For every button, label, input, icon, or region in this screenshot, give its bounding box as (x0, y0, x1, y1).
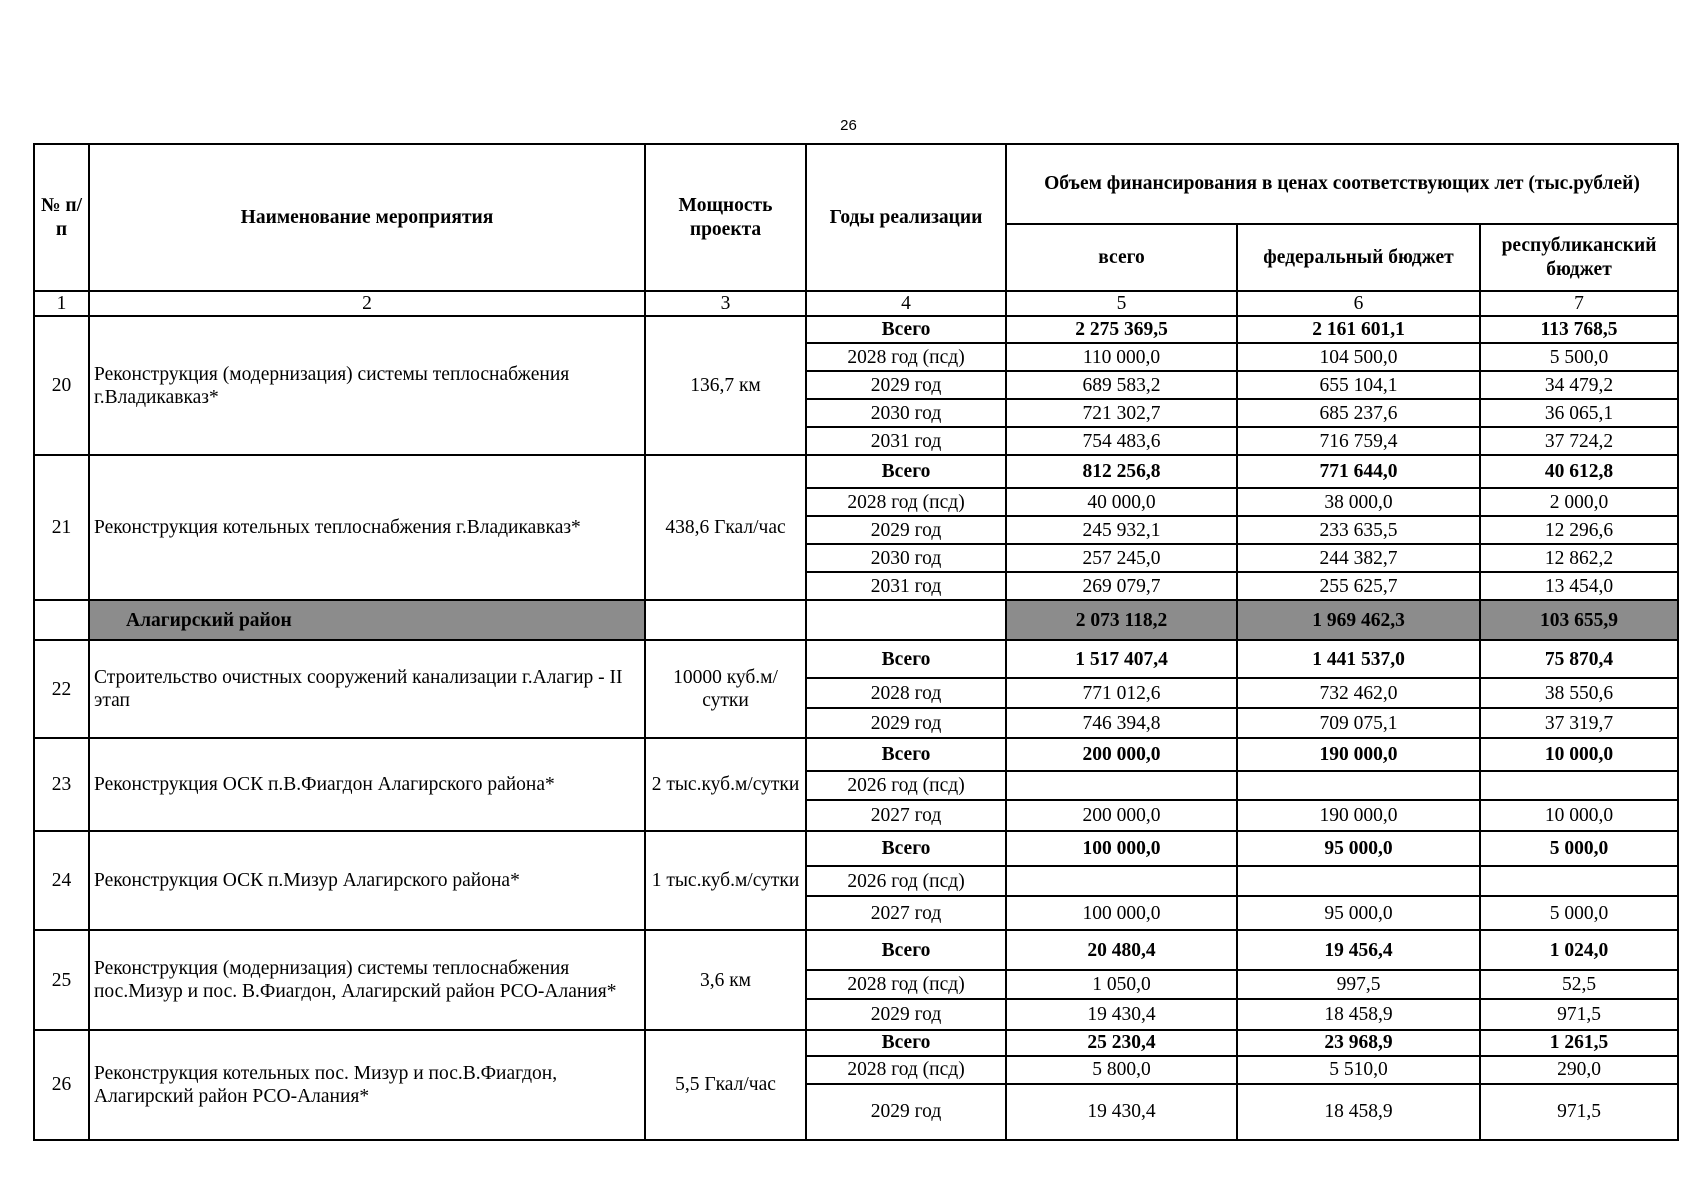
project-capacity: 438,6 Гкал/час (645, 455, 806, 600)
project-capacity: 3,6 км (645, 930, 806, 1030)
region-row (34, 600, 1678, 640)
federal-cell: 2 161 601,1 (1237, 316, 1480, 343)
column-index: 1 (34, 291, 89, 316)
republic-cell: 40 612,8 (1480, 455, 1678, 488)
year-cell: Всего (806, 455, 1006, 488)
republic-cell: 5 500,0 (1480, 343, 1678, 371)
republic-cell: 38 550,6 (1480, 678, 1678, 708)
republic-cell: 1 261,5 (1480, 1030, 1678, 1055)
column-index: 6 (1237, 291, 1480, 316)
projects-block-b (34, 640, 1678, 1139)
federal-cell: 190 000,0 (1237, 800, 1480, 831)
federal-cell: 5 510,0 (1237, 1056, 1480, 1084)
project-total-row (34, 831, 1678, 866)
header-years: Годы реализации (806, 144, 1006, 291)
republic-cell: 971,5 (1480, 1084, 1678, 1140)
federal-cell: 255 625,7 (1237, 572, 1480, 600)
year-cell: 2027 год (806, 800, 1006, 831)
republic-cell: 75 870,4 (1480, 640, 1678, 678)
project-name: Реконструкция ОСК п.В.Фиагдон Алагирского района* (89, 738, 645, 831)
page-number: 26 (840, 117, 857, 134)
federal-cell: 771 644,0 (1237, 455, 1480, 488)
federal-cell (1237, 771, 1480, 800)
column-index: 2 (89, 291, 645, 316)
federal-cell: 655 104,1 (1237, 371, 1480, 399)
year-cell: Всего (806, 831, 1006, 866)
republic-cell: 2 000,0 (1480, 488, 1678, 516)
project-total-row (34, 1030, 1678, 1055)
project-total-row (34, 738, 1678, 771)
total-cell: 245 932,1 (1006, 516, 1237, 544)
republic-cell: 37 724,2 (1480, 427, 1678, 455)
header-num: № п/п (34, 144, 89, 291)
project-name: Строительство очистных сооружений канализации г.Алагир - II этап (89, 640, 645, 738)
project-number: 22 (34, 640, 89, 738)
column-index: 4 (806, 291, 1006, 316)
year-cell: 2028 год (806, 678, 1006, 708)
year-cell: 2029 год (806, 708, 1006, 738)
federal-cell: 95 000,0 (1237, 896, 1480, 930)
project-number: 26 (34, 1030, 89, 1139)
project-capacity: 10000 куб.м/сутки (645, 640, 806, 738)
total-cell: 100 000,0 (1006, 896, 1237, 930)
financing-table (33, 143, 1679, 1141)
federal-cell: 104 500,0 (1237, 343, 1480, 371)
total-cell (1006, 771, 1237, 800)
project-total-row (34, 455, 1678, 488)
project-capacity: 2 тыс.куб.м/сутки (645, 738, 806, 831)
total-cell: 754 483,6 (1006, 427, 1237, 455)
federal-cell: 1 441 537,0 (1237, 640, 1480, 678)
total-cell: 200 000,0 (1006, 738, 1237, 771)
republic-cell: 52,5 (1480, 970, 1678, 999)
year-cell: 2028 год (псд) (806, 343, 1006, 371)
year-cell: 2029 год (806, 999, 1006, 1030)
column-index: 5 (1006, 291, 1237, 316)
total-cell: 2 275 369,5 (1006, 316, 1237, 343)
project-name: Реконструкция (модернизация) системы теплоснабжения г.Владикавказ* (89, 316, 645, 455)
year-cell: 2027 год (806, 896, 1006, 930)
table-header (34, 144, 1678, 316)
region-num (34, 600, 89, 640)
region-capacity (645, 600, 806, 640)
federal-cell: 233 635,5 (1237, 516, 1480, 544)
total-cell: 25 230,4 (1006, 1030, 1237, 1055)
project-capacity: 5,5 Гкал/час (645, 1030, 806, 1139)
projects-block-a (34, 316, 1678, 600)
year-cell: 2031 год (806, 427, 1006, 455)
total-cell: 110 000,0 (1006, 343, 1237, 371)
column-index: 3 (645, 291, 806, 316)
total-cell: 746 394,8 (1006, 708, 1237, 738)
federal-cell: 190 000,0 (1237, 738, 1480, 771)
federal-cell: 38 000,0 (1237, 488, 1480, 516)
republic-cell: 113 768,5 (1480, 316, 1678, 343)
year-cell: 2029 год (806, 516, 1006, 544)
header-capacity: Мощность проекта (645, 144, 806, 291)
total-cell: 5 800,0 (1006, 1056, 1237, 1084)
republic-cell: 10 000,0 (1480, 800, 1678, 831)
project-name: Реконструкция котельных теплоснабжения г.Владикавказ* (89, 455, 645, 600)
republic-cell (1480, 866, 1678, 896)
project-number: 20 (34, 316, 89, 455)
total-cell: 812 256,8 (1006, 455, 1237, 488)
federal-cell: 18 458,9 (1237, 999, 1480, 1030)
total-cell: 721 302,7 (1006, 399, 1237, 427)
federal-cell: 19 456,4 (1237, 930, 1480, 970)
project-total-row (34, 316, 1678, 343)
region-years (806, 600, 1006, 640)
federal-cell: 709 075,1 (1237, 708, 1480, 738)
republic-cell: 13 454,0 (1480, 572, 1678, 600)
year-cell: Всего (806, 930, 1006, 970)
year-cell: 2028 год (псд) (806, 488, 1006, 516)
year-cell: 2029 год (806, 1084, 1006, 1140)
project-name: Реконструкция (модернизация) системы теплоснабжения пос.Мизур и пос. В.Фиагдон, Алагирский район РСО-Алания* (89, 930, 645, 1030)
federal-cell: 716 759,4 (1237, 427, 1480, 455)
column-index: 7 (1480, 291, 1678, 316)
year-cell: 2026 год (псд) (806, 771, 1006, 800)
republic-cell: 36 065,1 (1480, 399, 1678, 427)
total-cell: 200 000,0 (1006, 800, 1237, 831)
year-cell: Всего (806, 640, 1006, 678)
header-republic: республиканский бюджет (1480, 224, 1678, 291)
region-republic: 103 655,9 (1480, 600, 1678, 640)
header-federal: федеральный бюджет (1237, 224, 1480, 291)
total-cell: 20 480,4 (1006, 930, 1237, 970)
republic-cell: 5 000,0 (1480, 896, 1678, 930)
year-cell: Всего (806, 738, 1006, 771)
project-total-row (34, 930, 1678, 970)
federal-cell: 732 462,0 (1237, 678, 1480, 708)
republic-cell: 10 000,0 (1480, 738, 1678, 771)
column-index-row (34, 291, 1678, 316)
republic-cell: 34 479,2 (1480, 371, 1678, 399)
republic-cell (1480, 771, 1678, 800)
federal-cell: 95 000,0 (1237, 831, 1480, 866)
year-cell: 2031 год (806, 572, 1006, 600)
year-cell: Всего (806, 1030, 1006, 1055)
total-cell: 19 430,4 (1006, 999, 1237, 1030)
republic-cell: 37 319,7 (1480, 708, 1678, 738)
republic-cell: 971,5 (1480, 999, 1678, 1030)
header-total: всего (1006, 224, 1237, 291)
total-cell: 40 000,0 (1006, 488, 1237, 516)
total-cell: 689 583,2 (1006, 371, 1237, 399)
year-cell: Всего (806, 316, 1006, 343)
year-cell: 2028 год (псд) (806, 970, 1006, 999)
project-name: Реконструкция котельных пос. Мизур и пос.В.Фиагдон, Алагирский район РСО-Алания* (89, 1030, 645, 1139)
federal-cell: 23 968,9 (1237, 1030, 1480, 1055)
total-cell: 771 012,6 (1006, 678, 1237, 708)
total-cell: 100 000,0 (1006, 831, 1237, 866)
total-cell: 19 430,4 (1006, 1084, 1237, 1140)
total-cell: 257 245,0 (1006, 544, 1237, 572)
header-funding-group: Объем финансирования в ценах соответствующих лет (тыс.рублей) (1006, 144, 1678, 224)
region-total: 2 073 118,2 (1006, 600, 1237, 640)
total-cell (1006, 866, 1237, 896)
project-capacity: 136,7 км (645, 316, 806, 455)
header-name: Наименование мероприятия (89, 144, 645, 291)
project-number: 24 (34, 831, 89, 930)
federal-cell: 18 458,9 (1237, 1084, 1480, 1140)
federal-cell: 997,5 (1237, 970, 1480, 999)
total-cell: 269 079,7 (1006, 572, 1237, 600)
republic-cell: 1 024,0 (1480, 930, 1678, 970)
republic-cell: 290,0 (1480, 1056, 1678, 1084)
year-cell: 2028 год (псд) (806, 1056, 1006, 1084)
project-number: 25 (34, 930, 89, 1030)
federal-cell (1237, 866, 1480, 896)
republic-cell: 5 000,0 (1480, 831, 1678, 866)
project-number: 21 (34, 455, 89, 600)
federal-cell: 685 237,6 (1237, 399, 1480, 427)
project-number: 23 (34, 738, 89, 831)
year-cell: 2026 год (псд) (806, 866, 1006, 896)
project-total-row (34, 640, 1678, 678)
total-cell: 1 050,0 (1006, 970, 1237, 999)
region-block (34, 600, 1678, 640)
republic-cell: 12 296,6 (1480, 516, 1678, 544)
region-name: Алагирский район (89, 600, 645, 640)
republic-cell: 12 862,2 (1480, 544, 1678, 572)
federal-cell: 244 382,7 (1237, 544, 1480, 572)
year-cell: 2030 год (806, 544, 1006, 572)
year-cell: 2029 год (806, 371, 1006, 399)
region-federal: 1 969 462,3 (1237, 600, 1480, 640)
project-capacity: 1 тыс.куб.м/сутки (645, 831, 806, 930)
year-cell: 2030 год (806, 399, 1006, 427)
project-name: Реконструкция ОСК п.Мизур Алагирского района* (89, 831, 645, 930)
total-cell: 1 517 407,4 (1006, 640, 1237, 678)
